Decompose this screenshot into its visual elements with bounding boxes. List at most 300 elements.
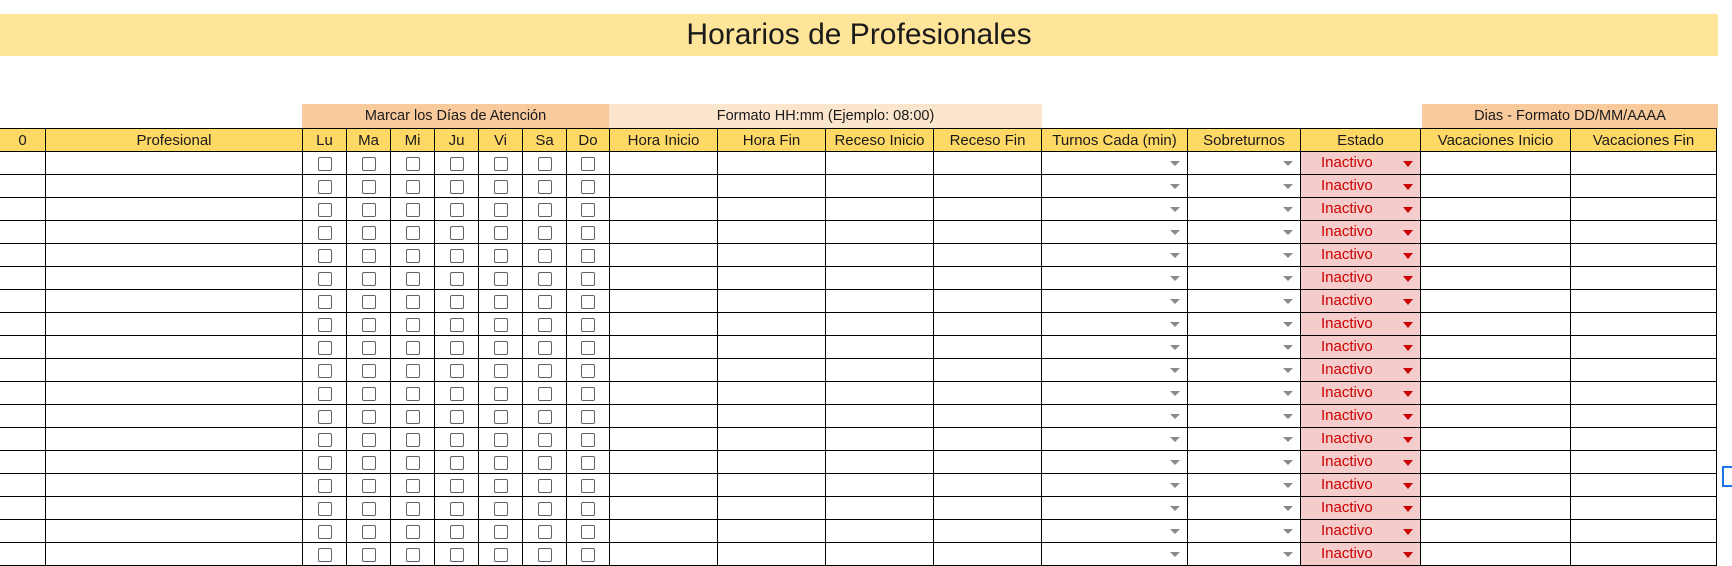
cell-id[interactable]: [0, 474, 46, 497]
cell-receso-fin[interactable]: [934, 382, 1042, 405]
cell-vacaciones-fin[interactable]: [1571, 313, 1717, 336]
cell-day-mi[interactable]: [391, 175, 435, 198]
dropdown-arrow-icon[interactable]: [1170, 414, 1180, 419]
cell-day-sa[interactable]: [523, 244, 567, 267]
checkbox-icon[interactable]: [406, 341, 420, 355]
checkbox-icon[interactable]: [362, 226, 376, 240]
cell-receso-inicio[interactable]: [826, 451, 934, 474]
cell-day-sa[interactable]: [523, 451, 567, 474]
cell-estado-dropdown[interactable]: [1301, 359, 1421, 382]
checkbox-icon[interactable]: [494, 479, 508, 493]
dropdown-arrow-icon[interactable]: [1170, 483, 1180, 488]
dropdown-arrow-icon[interactable]: [1403, 506, 1413, 512]
cell-vacaciones-inicio[interactable]: [1421, 474, 1571, 497]
cell-vacaciones-fin[interactable]: [1571, 497, 1717, 520]
cell-vacaciones-inicio[interactable]: [1421, 313, 1571, 336]
cell-day-vi[interactable]: [479, 359, 523, 382]
checkbox-icon[interactable]: [406, 502, 420, 516]
cell-sobreturnos-dropdown[interactable]: [1188, 244, 1301, 267]
dropdown-arrow-icon[interactable]: [1283, 529, 1293, 534]
cell-profesional[interactable]: [46, 359, 303, 382]
cell-day-vi[interactable]: [479, 221, 523, 244]
cell-hora-fin[interactable]: [718, 543, 826, 566]
checkbox-icon[interactable]: [538, 548, 552, 562]
cell-day-vi[interactable]: [479, 520, 523, 543]
checkbox-icon[interactable]: [581, 203, 595, 217]
checkbox-icon[interactable]: [450, 272, 464, 286]
cell-day-ma[interactable]: [347, 221, 391, 244]
checkbox-icon[interactable]: [362, 295, 376, 309]
cell-hora-inicio[interactable]: [610, 198, 718, 221]
cell-vacaciones-fin[interactable]: [1571, 474, 1717, 497]
cell-profesional[interactable]: [46, 497, 303, 520]
cell-day-lu[interactable]: [303, 267, 347, 290]
dropdown-arrow-icon[interactable]: [1170, 552, 1180, 557]
cell-vacaciones-fin[interactable]: [1571, 244, 1717, 267]
cell-day-mi[interactable]: [391, 428, 435, 451]
cell-day-do[interactable]: [567, 198, 610, 221]
cell-id[interactable]: [0, 152, 46, 175]
cell-day-vi[interactable]: [479, 336, 523, 359]
cell-receso-fin[interactable]: [934, 175, 1042, 198]
cell-turnos-dropdown[interactable]: [1042, 359, 1188, 382]
dropdown-arrow-icon[interactable]: [1170, 529, 1180, 534]
cell-day-do[interactable]: [567, 336, 610, 359]
cell-hora-fin[interactable]: [718, 244, 826, 267]
cell-sobreturnos-dropdown[interactable]: [1188, 336, 1301, 359]
checkbox-icon[interactable]: [581, 295, 595, 309]
cell-receso-inicio[interactable]: [826, 175, 934, 198]
col-header-vacaciones-fin[interactable]: Vacaciones Fin: [1571, 129, 1717, 152]
checkbox-icon[interactable]: [318, 318, 332, 332]
cell-day-mi[interactable]: [391, 382, 435, 405]
dropdown-arrow-icon[interactable]: [1403, 529, 1413, 535]
checkbox-icon[interactable]: [406, 157, 420, 171]
cell-receso-fin[interactable]: [934, 313, 1042, 336]
checkbox-icon[interactable]: [538, 456, 552, 470]
cell-receso-fin[interactable]: [934, 290, 1042, 313]
dropdown-arrow-icon[interactable]: [1170, 460, 1180, 465]
cell-profesional[interactable]: [46, 267, 303, 290]
checkbox-icon[interactable]: [494, 203, 508, 217]
checkbox-icon[interactable]: [450, 341, 464, 355]
cell-hora-inicio[interactable]: [610, 290, 718, 313]
cell-sobreturnos-dropdown[interactable]: [1188, 543, 1301, 566]
cell-id[interactable]: [0, 290, 46, 313]
cell-day-do[interactable]: [567, 474, 610, 497]
checkbox-icon[interactable]: [362, 456, 376, 470]
cell-day-lu[interactable]: [303, 175, 347, 198]
cell-receso-inicio[interactable]: [826, 497, 934, 520]
cell-turnos-dropdown[interactable]: [1042, 451, 1188, 474]
cell-day-ma[interactable]: [347, 198, 391, 221]
cell-vacaciones-inicio[interactable]: [1421, 497, 1571, 520]
checkbox-icon[interactable]: [406, 318, 420, 332]
cell-hora-fin[interactable]: [718, 520, 826, 543]
cell-day-do[interactable]: [567, 313, 610, 336]
checkbox-icon[interactable]: [581, 502, 595, 516]
dropdown-arrow-icon[interactable]: [1403, 345, 1413, 351]
cell-receso-fin[interactable]: [934, 244, 1042, 267]
checkbox-icon[interactable]: [581, 479, 595, 493]
cell-day-vi[interactable]: [479, 451, 523, 474]
checkbox-icon[interactable]: [581, 180, 595, 194]
cell-day-ju[interactable]: [435, 405, 479, 428]
cell-receso-inicio[interactable]: [826, 520, 934, 543]
cell-day-lu[interactable]: [303, 382, 347, 405]
cell-day-do[interactable]: [567, 543, 610, 566]
cell-day-lu[interactable]: [303, 198, 347, 221]
cell-hora-inicio[interactable]: [610, 359, 718, 382]
dropdown-arrow-icon[interactable]: [1170, 253, 1180, 258]
cell-receso-inicio[interactable]: [826, 244, 934, 267]
cell-day-do[interactable]: [567, 152, 610, 175]
checkbox-icon[interactable]: [362, 525, 376, 539]
cell-receso-fin[interactable]: [934, 267, 1042, 290]
cell-hora-fin[interactable]: [718, 267, 826, 290]
cell-day-do[interactable]: [567, 359, 610, 382]
cell-day-lu[interactable]: [303, 221, 347, 244]
cell-day-lu[interactable]: [303, 244, 347, 267]
cell-estado-dropdown[interactable]: [1301, 175, 1421, 198]
checkbox-icon[interactable]: [494, 364, 508, 378]
cell-id[interactable]: [0, 198, 46, 221]
cell-receso-fin[interactable]: [934, 451, 1042, 474]
cell-vacaciones-fin[interactable]: [1571, 290, 1717, 313]
dropdown-arrow-icon[interactable]: [1283, 161, 1293, 166]
checkbox-icon[interactable]: [362, 502, 376, 516]
cell-sobreturnos-dropdown[interactable]: [1188, 198, 1301, 221]
cell-day-vi[interactable]: [479, 382, 523, 405]
cell-hora-inicio[interactable]: [610, 428, 718, 451]
cell-day-ma[interactable]: [347, 382, 391, 405]
cell-day-mi[interactable]: [391, 405, 435, 428]
cell-receso-inicio[interactable]: [826, 543, 934, 566]
cell-day-vi[interactable]: [479, 290, 523, 313]
cell-hora-inicio[interactable]: [610, 451, 718, 474]
cell-day-ma[interactable]: [347, 405, 391, 428]
checkbox-icon[interactable]: [538, 180, 552, 194]
cell-id[interactable]: [0, 451, 46, 474]
group-header-dias[interactable]: [302, 104, 609, 128]
cell-hora-fin[interactable]: [718, 175, 826, 198]
cell-hora-fin[interactable]: [718, 451, 826, 474]
checkbox-icon[interactable]: [406, 479, 420, 493]
dropdown-arrow-icon[interactable]: [1403, 184, 1413, 190]
cell-day-ma[interactable]: [347, 359, 391, 382]
checkbox-icon[interactable]: [362, 433, 376, 447]
checkbox-icon[interactable]: [538, 249, 552, 263]
col-header-sobreturnos[interactable]: Sobreturnos: [1188, 129, 1301, 152]
cell-receso-inicio[interactable]: [826, 428, 934, 451]
cell-turnos-dropdown[interactable]: [1042, 497, 1188, 520]
checkbox-icon[interactable]: [450, 364, 464, 378]
dropdown-arrow-icon[interactable]: [1170, 230, 1180, 235]
cell-hora-inicio[interactable]: [610, 152, 718, 175]
cell-estado-dropdown[interactable]: [1301, 244, 1421, 267]
cell-day-do[interactable]: [567, 267, 610, 290]
checkbox-icon[interactable]: [494, 456, 508, 470]
cell-vacaciones-fin[interactable]: [1571, 359, 1717, 382]
checkbox-icon[interactable]: [318, 548, 332, 562]
cell-estado-dropdown[interactable]: [1301, 152, 1421, 175]
cell-vacaciones-inicio[interactable]: [1421, 520, 1571, 543]
checkbox-icon[interactable]: [362, 318, 376, 332]
cell-estado-dropdown[interactable]: [1301, 451, 1421, 474]
cell-profesional[interactable]: [46, 451, 303, 474]
cell-sobreturnos-dropdown[interactable]: [1188, 474, 1301, 497]
cell-day-ju[interactable]: [435, 313, 479, 336]
cell-day-ma[interactable]: [347, 336, 391, 359]
cell-profesional[interactable]: [46, 543, 303, 566]
dropdown-arrow-icon[interactable]: [1283, 276, 1293, 281]
cell-estado-dropdown[interactable]: [1301, 221, 1421, 244]
checkbox-icon[interactable]: [538, 387, 552, 401]
cell-hora-fin[interactable]: [718, 152, 826, 175]
dropdown-arrow-icon[interactable]: [1170, 437, 1180, 442]
cell-day-sa[interactable]: [523, 267, 567, 290]
dropdown-arrow-icon[interactable]: [1170, 299, 1180, 304]
cell-hora-fin[interactable]: [718, 359, 826, 382]
checkbox-icon[interactable]: [538, 525, 552, 539]
dropdown-arrow-icon[interactable]: [1403, 276, 1413, 282]
cell-receso-fin[interactable]: [934, 336, 1042, 359]
dropdown-arrow-icon[interactable]: [1403, 161, 1413, 167]
checkbox-icon[interactable]: [450, 157, 464, 171]
cell-day-lu[interactable]: [303, 451, 347, 474]
cell-day-ma[interactable]: [347, 474, 391, 497]
cell-day-lu[interactable]: [303, 290, 347, 313]
cell-vacaciones-inicio[interactable]: [1421, 336, 1571, 359]
cell-day-ju[interactable]: [435, 244, 479, 267]
cell-id[interactable]: [0, 313, 46, 336]
cell-day-lu[interactable]: [303, 313, 347, 336]
checkbox-icon[interactable]: [494, 249, 508, 263]
col-header-lu[interactable]: Lu: [303, 129, 347, 152]
cell-estado-dropdown[interactable]: [1301, 520, 1421, 543]
checkbox-icon[interactable]: [318, 272, 332, 286]
cell-receso-fin[interactable]: [934, 474, 1042, 497]
checkbox-icon[interactable]: [362, 272, 376, 286]
checkbox-icon[interactable]: [362, 157, 376, 171]
cell-day-vi[interactable]: [479, 497, 523, 520]
checkbox-icon[interactable]: [318, 226, 332, 240]
checkbox-icon[interactable]: [406, 249, 420, 263]
checkbox-icon[interactable]: [538, 203, 552, 217]
dropdown-arrow-icon[interactable]: [1283, 552, 1293, 557]
cell-day-mi[interactable]: [391, 474, 435, 497]
col-header-estado[interactable]: Estado: [1301, 129, 1421, 152]
cell-day-mi[interactable]: [391, 451, 435, 474]
dropdown-arrow-icon[interactable]: [1170, 345, 1180, 350]
dropdown-arrow-icon[interactable]: [1403, 299, 1413, 305]
dropdown-arrow-icon[interactable]: [1403, 207, 1413, 213]
cell-day-ju[interactable]: [435, 175, 479, 198]
checkbox-icon[interactable]: [406, 548, 420, 562]
col-header-vi[interactable]: Vi: [479, 129, 523, 152]
cell-hora-inicio[interactable]: [610, 313, 718, 336]
checkbox-icon[interactable]: [538, 433, 552, 447]
cell-hora-fin[interactable]: [718, 428, 826, 451]
cell-day-ju[interactable]: [435, 359, 479, 382]
checkbox-icon[interactable]: [318, 341, 332, 355]
checkbox-icon[interactable]: [494, 548, 508, 562]
dropdown-arrow-icon[interactable]: [1403, 552, 1413, 558]
cell-day-vi[interactable]: [479, 405, 523, 428]
checkbox-icon[interactable]: [581, 410, 595, 424]
cell-day-mi[interactable]: [391, 313, 435, 336]
cell-profesional[interactable]: [46, 382, 303, 405]
dropdown-arrow-icon[interactable]: [1283, 184, 1293, 189]
checkbox-icon[interactable]: [406, 456, 420, 470]
checkbox-icon[interactable]: [318, 479, 332, 493]
cell-sobreturnos-dropdown[interactable]: [1188, 451, 1301, 474]
cell-day-lu[interactable]: [303, 405, 347, 428]
checkbox-icon[interactable]: [538, 410, 552, 424]
checkbox-icon[interactable]: [494, 180, 508, 194]
checkbox-icon[interactable]: [318, 433, 332, 447]
col-header-hora-inicio[interactable]: Hora Inicio: [610, 129, 718, 152]
checkbox-icon[interactable]: [538, 341, 552, 355]
cell-estado-dropdown[interactable]: [1301, 313, 1421, 336]
cell-sobreturnos-dropdown[interactable]: [1188, 267, 1301, 290]
cell-id[interactable]: [0, 221, 46, 244]
cell-vacaciones-inicio[interactable]: [1421, 405, 1571, 428]
cell-estado-dropdown[interactable]: [1301, 428, 1421, 451]
dropdown-arrow-icon[interactable]: [1283, 253, 1293, 258]
cell-day-do[interactable]: [567, 244, 610, 267]
checkbox-icon[interactable]: [581, 341, 595, 355]
dropdown-arrow-icon[interactable]: [1403, 230, 1413, 236]
cell-hora-fin[interactable]: [718, 497, 826, 520]
cell-day-lu[interactable]: [303, 359, 347, 382]
cell-id[interactable]: [0, 175, 46, 198]
cell-day-ma[interactable]: [347, 428, 391, 451]
cell-profesional[interactable]: [46, 336, 303, 359]
cell-day-lu[interactable]: [303, 520, 347, 543]
cell-day-mi[interactable]: [391, 359, 435, 382]
cell-receso-fin[interactable]: [934, 543, 1042, 566]
cell-day-lu[interactable]: [303, 497, 347, 520]
cell-vacaciones-inicio[interactable]: [1421, 152, 1571, 175]
checkbox-icon[interactable]: [450, 295, 464, 309]
cell-day-do[interactable]: [567, 221, 610, 244]
dropdown-arrow-icon[interactable]: [1283, 230, 1293, 235]
col-header-profesional[interactable]: Profesional: [46, 129, 303, 152]
cell-id[interactable]: [0, 405, 46, 428]
cell-estado-dropdown[interactable]: [1301, 382, 1421, 405]
checkbox-icon[interactable]: [450, 433, 464, 447]
checkbox-icon[interactable]: [538, 295, 552, 309]
cell-day-do[interactable]: [567, 428, 610, 451]
checkbox-icon[interactable]: [318, 157, 332, 171]
cell-day-ma[interactable]: [347, 543, 391, 566]
checkbox-icon[interactable]: [362, 203, 376, 217]
cell-day-ma[interactable]: [347, 244, 391, 267]
cell-hora-fin[interactable]: [718, 336, 826, 359]
cell-day-ju[interactable]: [435, 267, 479, 290]
cell-day-do[interactable]: [567, 520, 610, 543]
cell-estado-dropdown[interactable]: [1301, 267, 1421, 290]
checkbox-icon[interactable]: [450, 525, 464, 539]
cell-vacaciones-inicio[interactable]: [1421, 382, 1571, 405]
dropdown-arrow-icon[interactable]: [1170, 184, 1180, 189]
dropdown-arrow-icon[interactable]: [1170, 391, 1180, 396]
dropdown-arrow-icon[interactable]: [1403, 391, 1413, 397]
cell-vacaciones-fin[interactable]: [1571, 428, 1717, 451]
cell-hora-fin[interactable]: [718, 405, 826, 428]
cell-hora-inicio[interactable]: [610, 267, 718, 290]
dropdown-arrow-icon[interactable]: [1170, 207, 1180, 212]
group-header-vacaciones[interactable]: [1422, 104, 1718, 128]
checkbox-icon[interactable]: [450, 318, 464, 332]
cell-sobreturnos-dropdown[interactable]: [1188, 405, 1301, 428]
cell-day-vi[interactable]: [479, 267, 523, 290]
cell-sobreturnos-dropdown[interactable]: [1188, 497, 1301, 520]
cell-profesional[interactable]: [46, 405, 303, 428]
dropdown-arrow-icon[interactable]: [1283, 207, 1293, 212]
checkbox-icon[interactable]: [494, 272, 508, 286]
cell-hora-inicio[interactable]: [610, 497, 718, 520]
checkbox-icon[interactable]: [494, 318, 508, 332]
cell-vacaciones-inicio[interactable]: [1421, 451, 1571, 474]
cell-sobreturnos-dropdown[interactable]: [1188, 382, 1301, 405]
dropdown-arrow-icon[interactable]: [1283, 483, 1293, 488]
dropdown-arrow-icon[interactable]: [1170, 368, 1180, 373]
checkbox-icon[interactable]: [318, 203, 332, 217]
cell-estado-dropdown[interactable]: [1301, 198, 1421, 221]
cell-day-ju[interactable]: [435, 497, 479, 520]
dropdown-arrow-icon[interactable]: [1283, 322, 1293, 327]
cell-day-ju[interactable]: [435, 543, 479, 566]
checkbox-icon[interactable]: [494, 410, 508, 424]
checkbox-icon[interactable]: [406, 203, 420, 217]
dropdown-arrow-icon[interactable]: [1403, 483, 1413, 489]
cell-hora-inicio[interactable]: [610, 520, 718, 543]
cell-day-ma[interactable]: [347, 152, 391, 175]
cell-id[interactable]: [0, 267, 46, 290]
cell-day-do[interactable]: [567, 497, 610, 520]
cell-sobreturnos-dropdown[interactable]: [1188, 428, 1301, 451]
cell-profesional[interactable]: [46, 198, 303, 221]
cell-vacaciones-inicio[interactable]: [1421, 175, 1571, 198]
cell-day-sa[interactable]: [523, 175, 567, 198]
cell-day-do[interactable]: [567, 405, 610, 428]
cell-vacaciones-inicio[interactable]: [1421, 290, 1571, 313]
checkbox-icon[interactable]: [581, 433, 595, 447]
cell-day-sa[interactable]: [523, 520, 567, 543]
cell-day-lu[interactable]: [303, 428, 347, 451]
cell-profesional[interactable]: [46, 152, 303, 175]
checkbox-icon[interactable]: [318, 502, 332, 516]
checkbox-icon[interactable]: [450, 456, 464, 470]
cell-day-vi[interactable]: [479, 152, 523, 175]
cell-profesional[interactable]: [46, 428, 303, 451]
cell-day-ma[interactable]: [347, 451, 391, 474]
cell-receso-fin[interactable]: [934, 428, 1042, 451]
cell-receso-fin[interactable]: [934, 405, 1042, 428]
checkbox-icon[interactable]: [450, 203, 464, 217]
cell-day-ju[interactable]: [435, 152, 479, 175]
checkbox-icon[interactable]: [318, 364, 332, 378]
checkbox-icon[interactable]: [581, 318, 595, 332]
cell-sobreturnos-dropdown[interactable]: [1188, 520, 1301, 543]
cell-day-ju[interactable]: [435, 451, 479, 474]
cell-turnos-dropdown[interactable]: [1042, 543, 1188, 566]
cell-day-vi[interactable]: [479, 198, 523, 221]
cell-day-sa[interactable]: [523, 474, 567, 497]
cell-day-sa[interactable]: [523, 359, 567, 382]
